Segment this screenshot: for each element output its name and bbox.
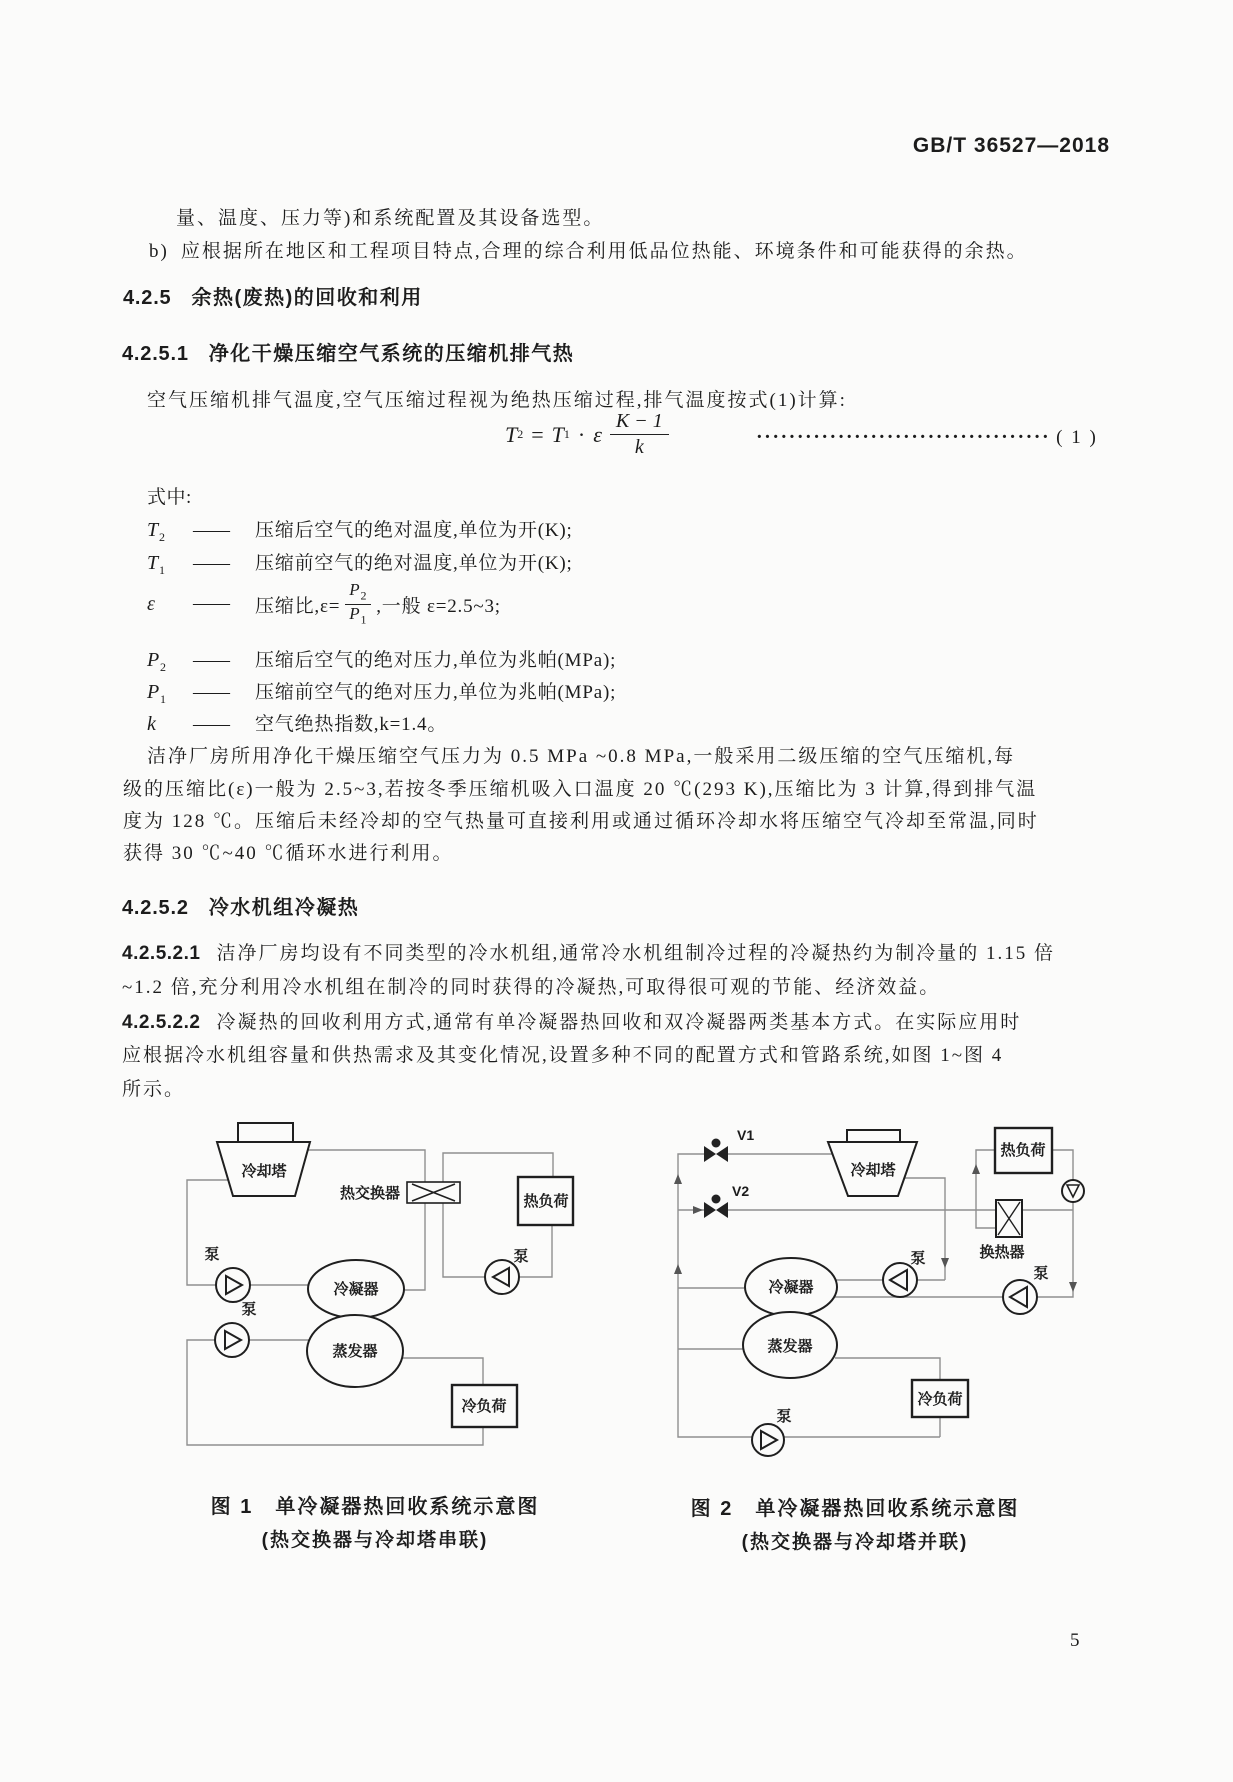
formula-intro: 空气压缩机排气温度,空气压缩过程视为绝热压缩过程,排气温度按式(1)计算: <box>147 390 847 411</box>
evaporator-label: 蒸发器 <box>332 1343 378 1360</box>
def-text: 压缩后空气的绝对压力,单位为兆帕(MPa); <box>255 650 617 671</box>
valve-v1-icon <box>704 1146 716 1162</box>
list-item-b <box>149 236 1028 263</box>
cooling-tower-chimney <box>847 1130 900 1142</box>
def-text-post: ,一般 ε=2.5~3; <box>376 595 501 617</box>
cold-load-label: 冷负荷 <box>917 1391 963 1408</box>
heat-load-label: 热负荷 <box>523 1193 569 1210</box>
def-symbol: $P_2$ <box>147 649 167 674</box>
definition-P1 <box>147 677 616 707</box>
valve-v2-handle-icon <box>712 1195 721 1204</box>
where-label: 式中: <box>147 487 192 508</box>
pump-icon <box>485 1260 519 1294</box>
paragraph-line: 所示。 <box>122 1079 186 1100</box>
list-item-b-text: 应根据所在地区和工程项目特点,合理的综合利用低品位热能、环境条件和可能获得的余热。 <box>180 241 1028 262</box>
heading-title: 余热(废热)的回收和利用 <box>191 287 423 309</box>
heat-exchanger-label: 热交换器 <box>339 1185 400 1202</box>
paragraph-number: 4.2.5.2.2 <box>122 1012 201 1033</box>
figure-2-caption: 图 2 单冷凝器热回收系统示意图 <box>690 1498 1020 1520</box>
def-text: 压缩后空气的绝对温度,单位为开(K); <box>255 520 573 541</box>
pump-label: 泵 <box>1033 1265 1049 1282</box>
valve-v1-icon <box>716 1146 728 1162</box>
arrow-up-icon <box>674 1264 682 1274</box>
pump-icon <box>216 1268 250 1302</box>
definition-T2 <box>147 515 573 545</box>
list-item-b-label: b) <box>149 241 169 262</box>
evaporator-label: 蒸发器 <box>767 1338 813 1355</box>
def-text: 空气绝热指数,k=1.4。 <box>255 714 448 735</box>
def-text: 压缩前空气的绝对温度,单位为开(K); <box>255 553 573 574</box>
def-text: 压缩前空气的绝对压力,单位为兆帕(MPa); <box>255 682 617 703</box>
valve-v2-label: V2 <box>732 1183 750 1199</box>
heading-4-2-5 <box>123 281 423 310</box>
def-dash: —— <box>193 650 229 671</box>
valve-v2-icon <box>704 1202 716 1218</box>
arrow-down-icon <box>941 1258 949 1268</box>
pump-label: 泵 <box>241 1301 257 1318</box>
heading-number: 4.2.5.2 <box>122 897 189 919</box>
figure-2-subcaption: (热交换器与冷却塔并联) <box>741 1532 969 1553</box>
arrow-up-icon <box>972 1164 980 1174</box>
eq-T1: T <box>551 421 564 447</box>
paragraph-number: 4.2.5.2.1 <box>122 943 201 964</box>
valve-v2-icon <box>716 1202 728 1218</box>
paragraph-line: 度为 128 ℃。压缩后未经冷却的空气热量可直接利用或通过循环冷却水将压缩空气冷却至常温,同时 <box>123 811 1039 832</box>
pump-label: 泵 <box>513 1248 529 1265</box>
para-a-continuation: 量、温度、压力等)和系统配置及其设备选型。 <box>176 208 605 229</box>
heat-load-label: 热负荷 <box>1000 1142 1046 1159</box>
paragraph-line: ~1.2 倍,充分利用冷水机组在制冷的同时获得的冷凝热,可取得很可观的节能、经济效益。 <box>122 977 941 998</box>
eq-frac-numerator: K − 1 <box>610 410 669 435</box>
def-text-pre: 压缩比,ε= <box>255 595 341 617</box>
pump-icon <box>752 1424 784 1456</box>
arrow-right-icon <box>693 1206 703 1214</box>
eq-T2-sub: 2 <box>517 427 524 441</box>
paragraph-text: 洁净厂房均设有不同类型的冷水机组,通常冷水机组制冷过程的冷凝热约为制冷量的 1.15 倍 <box>216 943 1055 964</box>
def-symbol: k <box>147 713 157 735</box>
eq-exponent-fraction <box>610 410 669 459</box>
page-number: 5 <box>1070 1630 1080 1651</box>
heading-title: 冷水机组冷凝热 <box>208 897 360 919</box>
paragraph-4-2-5-2-2 <box>122 1007 1021 1034</box>
equation-number: ( 1 ) <box>1056 426 1098 448</box>
def-dash: —— <box>193 553 229 574</box>
definition-P2 <box>147 645 616 675</box>
cooling-tower-label: 冷却塔 <box>850 1162 896 1179</box>
definition-T1 <box>147 548 573 578</box>
figure-1-subcaption: (热交换器与冷却塔串联) <box>261 1530 489 1551</box>
pump-icon <box>215 1323 249 1357</box>
figure-1-caption: 图 1 单冷凝器热回收系统示意图 <box>210 1496 540 1518</box>
paragraph-line: 级的压缩比(ε)一般为 2.5~3,若按冬季压缩机吸入口温度 20 ℃(293 K),压缩比为 3 计算,得到排气温 <box>123 779 1038 800</box>
heading-number: 4.2.5.1 <box>122 343 189 365</box>
condenser-label: 冷凝器 <box>333 1281 379 1298</box>
def-dash: —— <box>193 682 229 703</box>
def-symbol: $T_1$ <box>147 552 166 577</box>
def-dash: —— <box>193 520 229 541</box>
pump-label: 泵 <box>776 1408 792 1425</box>
def-dash: —— <box>193 593 229 614</box>
heat-exchanger-label: 换热器 <box>979 1244 1025 1261</box>
cooling-tower-chimney <box>238 1123 293 1143</box>
eq-equals: = <box>531 421 544 447</box>
valve-v1-handle-icon <box>712 1139 721 1148</box>
def-symbol: $P_1$ <box>147 681 167 706</box>
heading-title: 净化干燥压缩空气系统的压缩机排气热 <box>208 343 575 365</box>
eq-multiply: · <box>577 421 586 447</box>
definition-epsilon <box>147 578 501 630</box>
arrow-down-icon <box>1069 1282 1077 1292</box>
condenser-label: 冷凝器 <box>768 1279 814 1296</box>
figure-1-diagram <box>150 1110 600 1470</box>
cooling-tower-label: 冷却塔 <box>241 1163 287 1180</box>
eq-frac-denominator: k <box>634 436 644 458</box>
heading-4-2-5-2 <box>122 891 359 920</box>
figure-2-diagram <box>600 1110 1110 1470</box>
paragraph-line: 获得 30 ℃~40 ℃循环水进行利用。 <box>123 843 454 864</box>
leader-dots: ···································· <box>756 426 1051 448</box>
equation-1 <box>505 410 669 459</box>
def-dash: —— <box>193 714 229 735</box>
paragraph-line: 应根据冷水机组容量和供热需求及其变化情况,设置多种不同的配置方式和管路系统,如图 1~图 4 <box>122 1045 1004 1066</box>
definition-k <box>147 709 447 739</box>
def-fraction: $\frac{P_2}{P_1}$ <box>345 581 371 626</box>
paragraph-4-2-5-2-1 <box>122 938 1055 965</box>
pump-label: 泵 <box>204 1246 220 1263</box>
def-symbol: ε <box>147 592 156 615</box>
doc-code: GB/T 36527—2018 <box>912 134 1110 157</box>
valve-v1-label: V1 <box>737 1127 755 1143</box>
paragraph-line: 洁净厂房所用净化干燥压缩空气压力为 0.5 MPa ~0.8 MPa,一般采用二级压缩的空气压缩机,每 <box>147 746 1016 767</box>
eq-T1-sub: 1 <box>563 427 570 441</box>
paragraph-text: 冷凝热的回收利用方式,通常有单冷凝器热回收和双冷凝器两类基本方式。在实际应用时 <box>216 1012 1022 1033</box>
def-symbol: $T_2$ <box>147 519 166 544</box>
pump-label: 泵 <box>910 1250 926 1267</box>
cold-load-label: 冷负荷 <box>461 1398 507 1415</box>
equation-leader <box>756 426 1098 449</box>
heading-4-2-5-1 <box>122 337 574 366</box>
arrow-up-icon <box>674 1174 682 1184</box>
eq-epsilon: ε <box>593 421 602 447</box>
heading-number: 4.2.5 <box>123 287 172 309</box>
eq-T2: T <box>505 421 518 447</box>
